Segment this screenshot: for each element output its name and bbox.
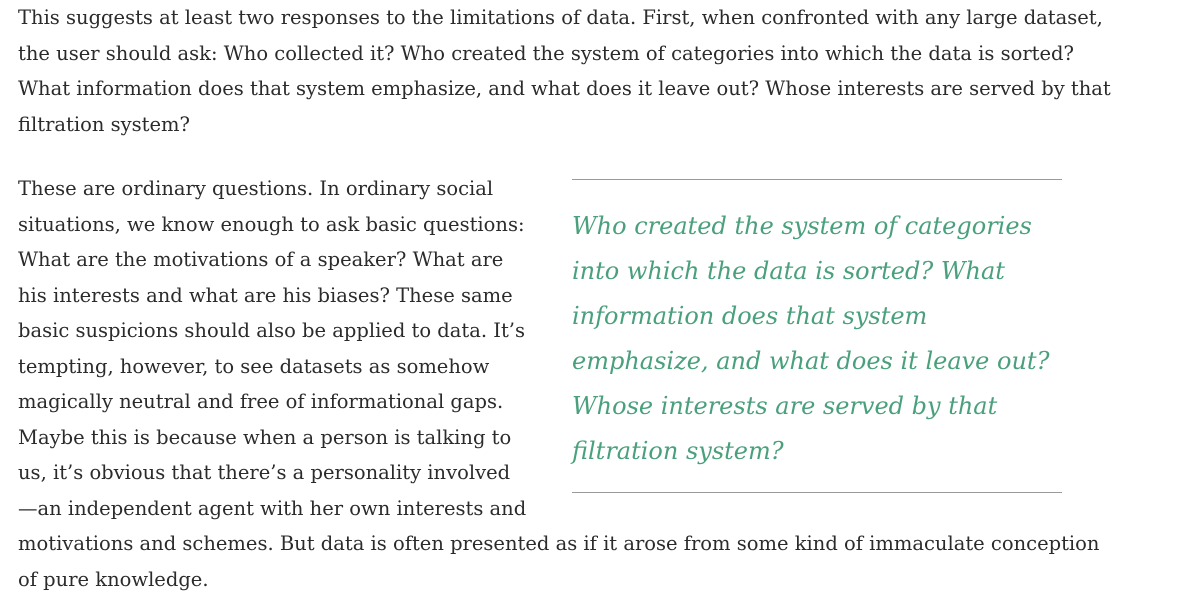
pull-quote: Who created the system of categories into which the data is sorted? What information does that system emphasize, and what does it leave out? Whose interests are served by that filtration system?	[572, 179, 1062, 493]
body-paragraph-1: This suggests at least two responses to the limitations of data. First, when confronted with any large dataset, the user should ask: Who collected it? Who created the system of categories into which the data is sorted? What information does that system emphasize, and what does it leave out? Whose interests are served by that filtration system?	[18, 6, 1111, 136]
article-flow	[18, 171, 1118, 597]
body-paragraph-2: These are ordinary questions. In ordinary social situations, we know enough to ask basic questions: What are the motivations of a speaker? What are his interests and what are his biases? These same basic suspicions should also be applied to data. It’s tempting, however, to see datasets as somehow magically neutral and free of informational gaps. Maybe this is because when a person is talking to us, it’s obvious that there’s a personality involved —an independent agent with her own interests and motivations and schemes. But data is often presented as if it arose from some kind of immaculate conception of pure knowledge.	[18, 177, 1100, 591]
